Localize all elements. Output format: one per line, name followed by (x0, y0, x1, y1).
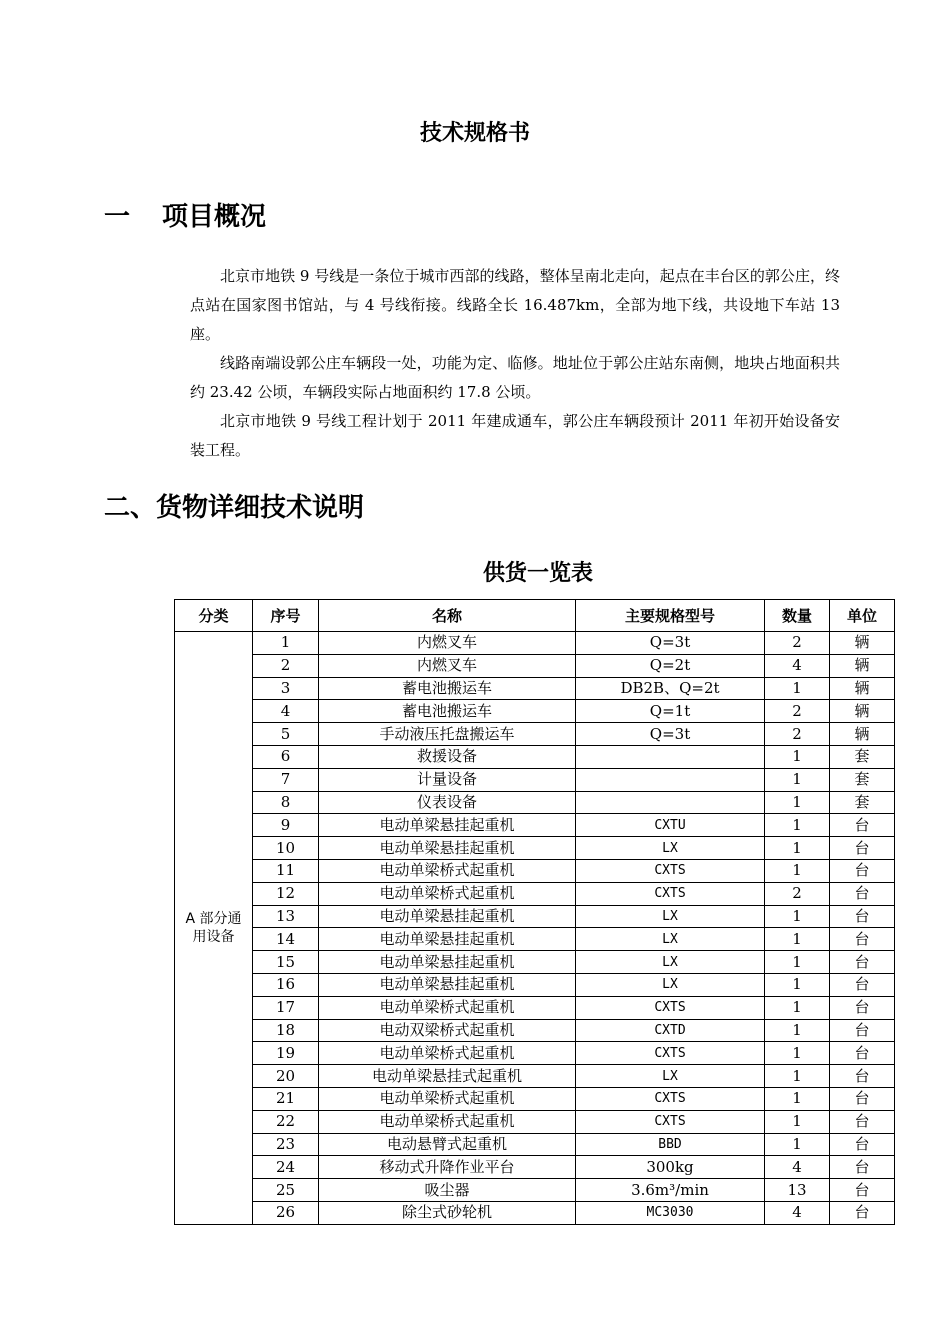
qty-cell: 2 (765, 632, 830, 655)
seq-cell: 6 (253, 745, 319, 768)
name-cell: 蓄电池搬运车 (319, 677, 576, 700)
category-cell: A 部分通用设备 (175, 632, 253, 1225)
name-cell: 电动单梁悬挂起重机 (319, 837, 576, 860)
table-row (175, 1110, 895, 1133)
unit-cell: 辆 (830, 677, 895, 700)
table-row (175, 791, 895, 814)
name-cell: 电动单梁桥式起重机 (319, 859, 576, 882)
qty-cell: 1 (765, 1133, 830, 1156)
seq-cell: 7 (253, 768, 319, 791)
overview-paragraphs (190, 262, 840, 465)
seq-cell: 24 (253, 1156, 319, 1179)
qty-cell: 1 (765, 951, 830, 974)
qty-cell: 2 (765, 882, 830, 905)
seq-cell: 23 (253, 1133, 319, 1156)
seq-cell: 4 (253, 700, 319, 723)
table-row (175, 814, 895, 837)
spec-cell: LX (576, 928, 765, 951)
name-cell: 电动单梁悬挂起重机 (319, 814, 576, 837)
unit-cell: 台 (830, 1042, 895, 1065)
qty-cell: 4 (765, 1156, 830, 1179)
unit-cell: 套 (830, 745, 895, 768)
unit-cell: 套 (830, 768, 895, 791)
spec-cell: CXTS (576, 882, 765, 905)
qty-cell: 1 (765, 745, 830, 768)
spec-cell: LX (576, 951, 765, 974)
spec-cell: 3.6m³/min (576, 1179, 765, 1202)
seq-cell: 21 (253, 1087, 319, 1110)
unit-cell: 台 (830, 996, 895, 1019)
table-row (175, 1156, 895, 1179)
unit-cell: 台 (830, 814, 895, 837)
spec-cell: LX (576, 973, 765, 996)
spec-cell: Q=3t (576, 723, 765, 746)
paragraph: 北京市地铁 9 号线工程计划于 2011 年建成通车，郭公庄车辆段预计 2011 年初开始设备安装工程。 (190, 412, 840, 459)
table-header-row (175, 600, 895, 632)
table-row (175, 1065, 895, 1088)
qty-cell: 1 (765, 973, 830, 996)
table-row (175, 973, 895, 996)
name-cell: 电动单梁悬挂起重机 (319, 973, 576, 996)
spec-cell: CXTU (576, 814, 765, 837)
seq-cell: 10 (253, 837, 319, 860)
unit-cell: 台 (830, 859, 895, 882)
seq-cell: 26 (253, 1201, 319, 1224)
table-row (175, 882, 895, 905)
header-spec: 主要规格型号 (576, 600, 765, 632)
table-row (175, 1042, 895, 1065)
spec-cell: CXTS (576, 859, 765, 882)
table-row (175, 1087, 895, 1110)
unit-cell: 台 (830, 882, 895, 905)
qty-cell: 1 (765, 1042, 830, 1065)
unit-cell: 台 (830, 1110, 895, 1133)
supply-table (174, 599, 895, 1225)
name-cell: 仪表设备 (319, 791, 576, 814)
unit-cell: 台 (830, 973, 895, 996)
unit-cell: 台 (830, 1179, 895, 1202)
seq-cell: 2 (253, 654, 319, 677)
name-cell: 内燃叉车 (319, 632, 576, 655)
table-body (175, 632, 895, 1225)
name-cell: 电动单梁悬挂起重机 (319, 951, 576, 974)
qty-cell: 1 (765, 905, 830, 928)
table-row (175, 951, 895, 974)
section-heading-specs: 二、货物详细技术说明 (104, 493, 365, 523)
section-title: 项目概况 (162, 202, 267, 232)
name-cell: 蓄电池搬运车 (319, 700, 576, 723)
seq-cell: 9 (253, 814, 319, 837)
qty-cell: 1 (765, 677, 830, 700)
name-cell: 电动单梁悬挂起重机 (319, 905, 576, 928)
unit-cell: 辆 (830, 700, 895, 723)
paragraph: 北京市地铁 9 号线是一条位于城市西部的线路，整体呈南北走向，起点在丰台区的郭公庄，终点站在国家图书馆站，与 4 号线衔接。线路全长 16.487km，全部为地下线，共设地下车站 13 座。 (190, 267, 840, 343)
seq-cell: 5 (253, 723, 319, 746)
name-cell: 电动双梁桥式起重机 (319, 1019, 576, 1042)
spec-cell: Q=1t (576, 700, 765, 723)
table-row (175, 928, 895, 951)
name-cell: 电动单梁悬挂起重机 (319, 928, 576, 951)
paragraph: 线路南端设郭公庄车辆段一处，功能为定、临修。地址位于郭公庄站东南侧，地块占地面积共约 23.42 公顷，车辆段实际占地面积约 17.8 公顷。 (190, 354, 840, 401)
seq-cell: 13 (253, 905, 319, 928)
header-category: 分类 (175, 600, 253, 632)
qty-cell: 1 (765, 837, 830, 860)
seq-cell: 16 (253, 973, 319, 996)
spec-cell (576, 791, 765, 814)
table-row (175, 1201, 895, 1224)
seq-cell: 20 (253, 1065, 319, 1088)
name-cell: 电动单梁桥式起重机 (319, 1110, 576, 1133)
name-cell: 手动液压托盘搬运车 (319, 723, 576, 746)
spec-cell (576, 745, 765, 768)
header-name: 名称 (319, 600, 576, 632)
qty-cell: 1 (765, 768, 830, 791)
seq-cell: 8 (253, 791, 319, 814)
name-cell: 除尘式砂轮机 (319, 1201, 576, 1224)
name-cell: 电动悬臂式起重机 (319, 1133, 576, 1156)
qty-cell: 13 (765, 1179, 830, 1202)
table-row (175, 905, 895, 928)
spec-cell: LX (576, 1065, 765, 1088)
name-cell: 救援设备 (319, 745, 576, 768)
spec-cell: CXTS (576, 1087, 765, 1110)
unit-cell: 台 (830, 1156, 895, 1179)
name-cell: 电动单梁桥式起重机 (319, 1087, 576, 1110)
spec-cell: CXTD (576, 1019, 765, 1042)
spec-cell: Q=3t (576, 632, 765, 655)
unit-cell: 台 (830, 1019, 895, 1042)
table-row (175, 745, 895, 768)
table-title: 供货一览表 (482, 561, 593, 586)
qty-cell: 1 (765, 1110, 830, 1133)
seq-cell: 3 (253, 677, 319, 700)
table-row (175, 723, 895, 746)
qty-cell: 2 (765, 700, 830, 723)
unit-cell: 台 (830, 951, 895, 974)
unit-cell: 台 (830, 905, 895, 928)
name-cell: 电动单梁桥式起重机 (319, 996, 576, 1019)
seq-cell: 22 (253, 1110, 319, 1133)
seq-cell: 18 (253, 1019, 319, 1042)
header-qty: 数量 (765, 600, 830, 632)
unit-cell: 台 (830, 928, 895, 951)
header-unit: 单位 (830, 600, 895, 632)
table-row (175, 768, 895, 791)
name-cell: 计量设备 (319, 768, 576, 791)
qty-cell: 1 (765, 1019, 830, 1042)
seq-cell: 14 (253, 928, 319, 951)
seq-cell: 12 (253, 882, 319, 905)
spec-cell: BBD (576, 1133, 765, 1156)
qty-cell: 2 (765, 723, 830, 746)
table-row (175, 632, 895, 655)
name-cell: 移动式升降作业平台 (319, 1156, 576, 1179)
qty-cell: 1 (765, 928, 830, 951)
document-title: 技术规格书 (419, 121, 530, 146)
table-row (175, 837, 895, 860)
seq-cell: 17 (253, 996, 319, 1019)
table-row (175, 677, 895, 700)
name-cell: 电动单梁桥式起重机 (319, 1042, 576, 1065)
qty-cell: 1 (765, 1065, 830, 1088)
unit-cell: 辆 (830, 632, 895, 655)
spec-cell: 300kg (576, 1156, 765, 1179)
table-row (175, 859, 895, 882)
name-cell: 电动单梁悬挂式起重机 (319, 1065, 576, 1088)
qty-cell: 1 (765, 859, 830, 882)
spec-cell: LX (576, 905, 765, 928)
name-cell: 内燃叉车 (319, 654, 576, 677)
unit-cell: 台 (830, 1201, 895, 1224)
unit-cell: 台 (830, 1087, 895, 1110)
spec-cell: CXTS (576, 1110, 765, 1133)
spec-cell: LX (576, 837, 765, 860)
table-row (175, 996, 895, 1019)
spec-cell: CXTS (576, 996, 765, 1019)
spec-cell: CXTS (576, 1042, 765, 1065)
unit-cell: 辆 (830, 723, 895, 746)
section-heading-overview (104, 196, 266, 233)
table-row (175, 1019, 895, 1042)
name-cell: 吸尘器 (319, 1179, 576, 1202)
spec-cell: DB2B、Q=2t (576, 677, 765, 700)
spec-cell (576, 768, 765, 791)
section-number: 一 (104, 202, 131, 232)
spec-cell: Q=2t (576, 654, 765, 677)
table-row (175, 700, 895, 723)
name-cell: 电动单梁桥式起重机 (319, 882, 576, 905)
seq-cell: 15 (253, 951, 319, 974)
seq-cell: 11 (253, 859, 319, 882)
header-seq: 序号 (253, 600, 319, 632)
seq-cell: 19 (253, 1042, 319, 1065)
qty-cell: 1 (765, 1087, 830, 1110)
seq-cell: 25 (253, 1179, 319, 1202)
unit-cell: 套 (830, 791, 895, 814)
spec-cell: MC3030 (576, 1201, 765, 1224)
qty-cell: 1 (765, 996, 830, 1019)
table-row (175, 1133, 895, 1156)
table-row (175, 654, 895, 677)
qty-cell: 4 (765, 654, 830, 677)
seq-cell: 1 (253, 632, 319, 655)
unit-cell: 台 (830, 837, 895, 860)
table-row (175, 1179, 895, 1202)
unit-cell: 辆 (830, 654, 895, 677)
unit-cell: 台 (830, 1133, 895, 1156)
qty-cell: 4 (765, 1201, 830, 1224)
qty-cell: 1 (765, 791, 830, 814)
unit-cell: 台 (830, 1065, 895, 1088)
qty-cell: 1 (765, 814, 830, 837)
